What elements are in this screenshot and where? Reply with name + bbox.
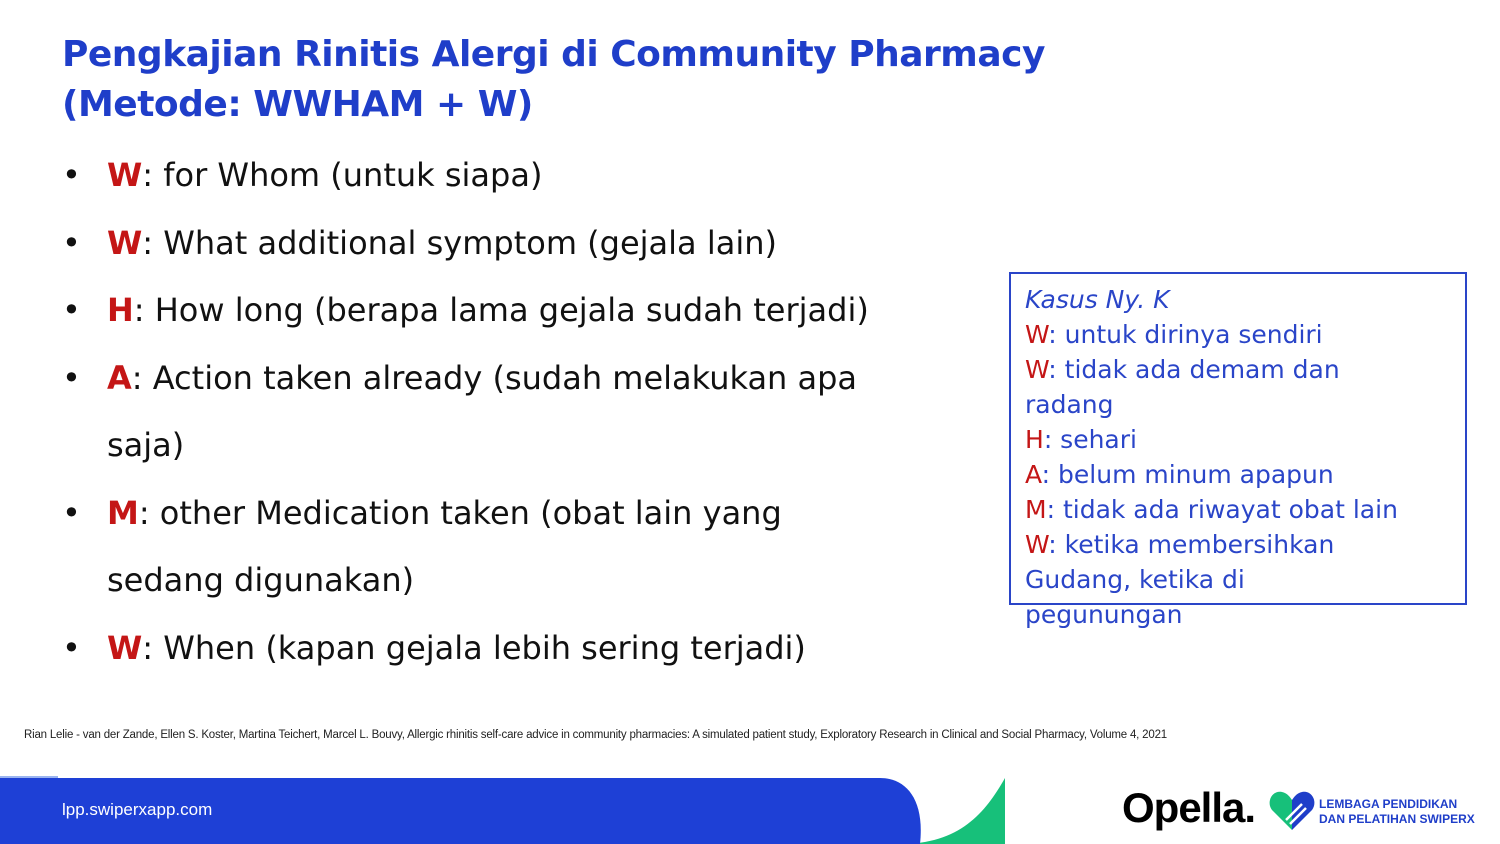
case-item	[1025, 527, 1385, 632]
bullet-key: W	[107, 223, 143, 262]
bullet-key: M	[107, 493, 139, 532]
bullet-dot-icon: •	[62, 628, 81, 667]
bullet-item	[62, 480, 867, 615]
case-text: : tidak ada demam dan radang	[1025, 355, 1340, 419]
case-key: A	[1025, 460, 1042, 489]
bullet-text: : Action taken already (sudah melakukan apa saja)	[107, 358, 858, 464]
bullet-dot-icon: •	[62, 223, 81, 262]
bullet-key: W	[107, 156, 143, 194]
case-key: W	[1025, 320, 1049, 349]
bullet-dot-icon: •	[62, 156, 81, 194]
case-item	[1025, 492, 1455, 527]
case-item	[1025, 422, 1455, 457]
lpp-logo-line1: LEMBAGA PENDIDIKAN	[1319, 797, 1458, 811]
case-text: : belum minum apapun	[1041, 460, 1334, 489]
bullet-text: : How long (berapa lama gejala sudah terjadi)	[133, 291, 869, 329]
case-text: : untuk dirinya sendiri	[1048, 320, 1323, 349]
case-box	[1009, 272, 1467, 629]
case-title: Kasus Ny. K	[1025, 285, 1170, 314]
slide-title	[62, 30, 1045, 130]
lpp-logo-text	[1319, 797, 1475, 827]
slide-title-line1: Pengkajian Rinitis Alergi di Community Pharmacy	[62, 34, 1045, 75]
case-text: : sehari	[1043, 425, 1137, 454]
case-text: : tidak ada riwayat obat lain	[1046, 495, 1398, 524]
bullet-dot-icon: •	[62, 291, 81, 329]
wwham-bullet-list	[62, 142, 942, 682]
bullet-dot-icon: •	[62, 493, 81, 532]
bullet-key: W	[107, 628, 143, 667]
bullet-item	[62, 210, 942, 278]
case-key: W	[1025, 530, 1049, 559]
bullet-item	[62, 142, 942, 210]
bullet-item	[62, 277, 942, 345]
lpp-logo-line2: DAN PELATIHAN SWIPERX	[1319, 812, 1475, 826]
reference-footnote: Rian Lelie - van der Zande, Ellen S. Koster, Martina Teichert, Marcel L. Bouvy, Allergic rhinitis self-care advice in community pharmacies: A simulated patient study, Exploratory Research in Clinical and Social Pharmacy, Volume 4, 2021	[24, 729, 1167, 741]
slide-title-line2: (Metode: WWHAM + W)	[62, 84, 533, 125]
bullet-key: H	[107, 291, 134, 329]
bullet-item	[62, 345, 907, 480]
bullet-text: : What additional symptom (gejala lain)	[142, 223, 777, 262]
case-item	[1025, 352, 1385, 422]
footer-url[interactable]: lpp.swiperxapp.com	[62, 800, 213, 819]
bullet-text: : When (kapan gejala lebih sering terjadi)	[142, 628, 806, 667]
case-key: W	[1025, 355, 1049, 384]
bullet-text: : other Medication taken (obat lain yang sedang digunakan)	[107, 493, 782, 599]
bullet-item	[62, 615, 942, 683]
case-item	[1025, 457, 1455, 492]
case-item	[1025, 317, 1455, 352]
bullet-key: A	[107, 358, 132, 397]
case-key: H	[1025, 425, 1044, 454]
case-text: : ketika membersihkan Gudang, ketika di pegunungan	[1025, 530, 1335, 629]
bullet-dot-icon: •	[62, 358, 81, 397]
bullet-text: : for Whom (untuk siapa)	[142, 156, 543, 194]
heart-logo-icon	[1268, 790, 1316, 832]
opella-logo: Opella.	[1122, 784, 1256, 831]
case-key: M	[1025, 495, 1047, 524]
